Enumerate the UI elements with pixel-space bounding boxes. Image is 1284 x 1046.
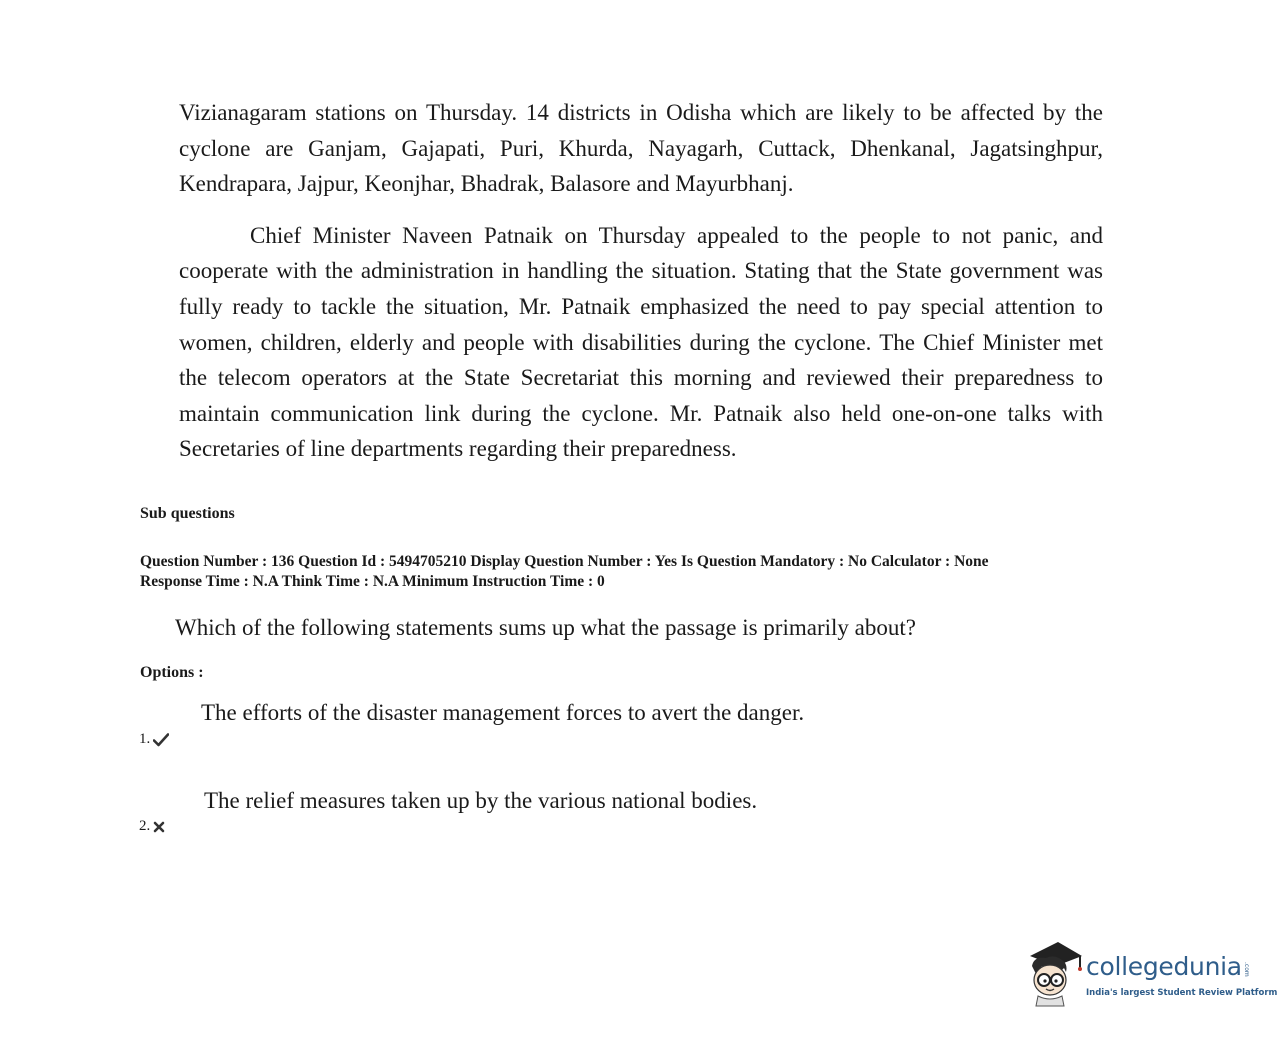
sub-questions-heading: Sub questions xyxy=(140,505,235,522)
passage-paragraph-1: Vizianagaram stations on Thursday. 14 districts in Odisha which are likely to be affected by the cyclone are Ganjam, Gajapati, Puri, Khurda, Nayagarh, Cuttack, Dhenkanal, Jagatsinghpur, Kendrapara, Jajpur, Keonjhar, Bhadrak, Balasore and Mayurbhanj. xyxy=(179,100,1103,197)
mascot-icon xyxy=(1024,938,1086,1008)
option-2-number: 2. xyxy=(139,818,151,834)
option-2-marker xyxy=(139,818,165,835)
passage-paragraph-2: Chief Minister Naveen Patnaik on Thursday appealed to the people to not panic, and cooperate with the administration in handling the situation. Stating that the State government was fully ready to tackle the situation, Mr. Patnaik emphasized the need to pay special attention to women, children, elderly and people with disabilities during the cyclone. The Chief Minister met the telecom operators at the State Secretariat this morning and reviewed their preparedness to maintain communication link during the cyclone. Mr. Patnaik also held one-on-one talks with Secretaries of line departments regarding their preparedness. xyxy=(179,222,1103,462)
logo-tagline: India's largest Student Review Platform xyxy=(1086,988,1278,998)
option-1-number: 1. xyxy=(139,731,151,747)
option-2-text: The relief measures taken up by the various national bodies. xyxy=(204,788,758,813)
logo-wordmark: collegedunia xyxy=(1086,952,1242,981)
question-meta-line-1: Question Number : 136 Question Id : 5494705210 Display Question Number : Yes Is Question Mandatory : No Calculator : None xyxy=(140,553,989,570)
cross-icon xyxy=(153,821,165,833)
option-1-marker xyxy=(139,731,169,748)
check-icon xyxy=(153,733,169,747)
options-label: Options : xyxy=(140,664,204,681)
passage xyxy=(179,95,1103,467)
logo-dotcom: .com xyxy=(1243,962,1250,977)
question-meta xyxy=(140,552,1140,592)
question-text: Which of the following statements sums up what the passage is primarily about? xyxy=(175,615,916,640)
collegedunia-logo xyxy=(1024,938,1278,1008)
option-1-text: The efforts of the disaster management forces to avert the danger. xyxy=(201,700,805,725)
question-meta-line-2: Response Time : N.A Think Time : N.A Minimum Instruction Time : 0 xyxy=(140,573,605,590)
